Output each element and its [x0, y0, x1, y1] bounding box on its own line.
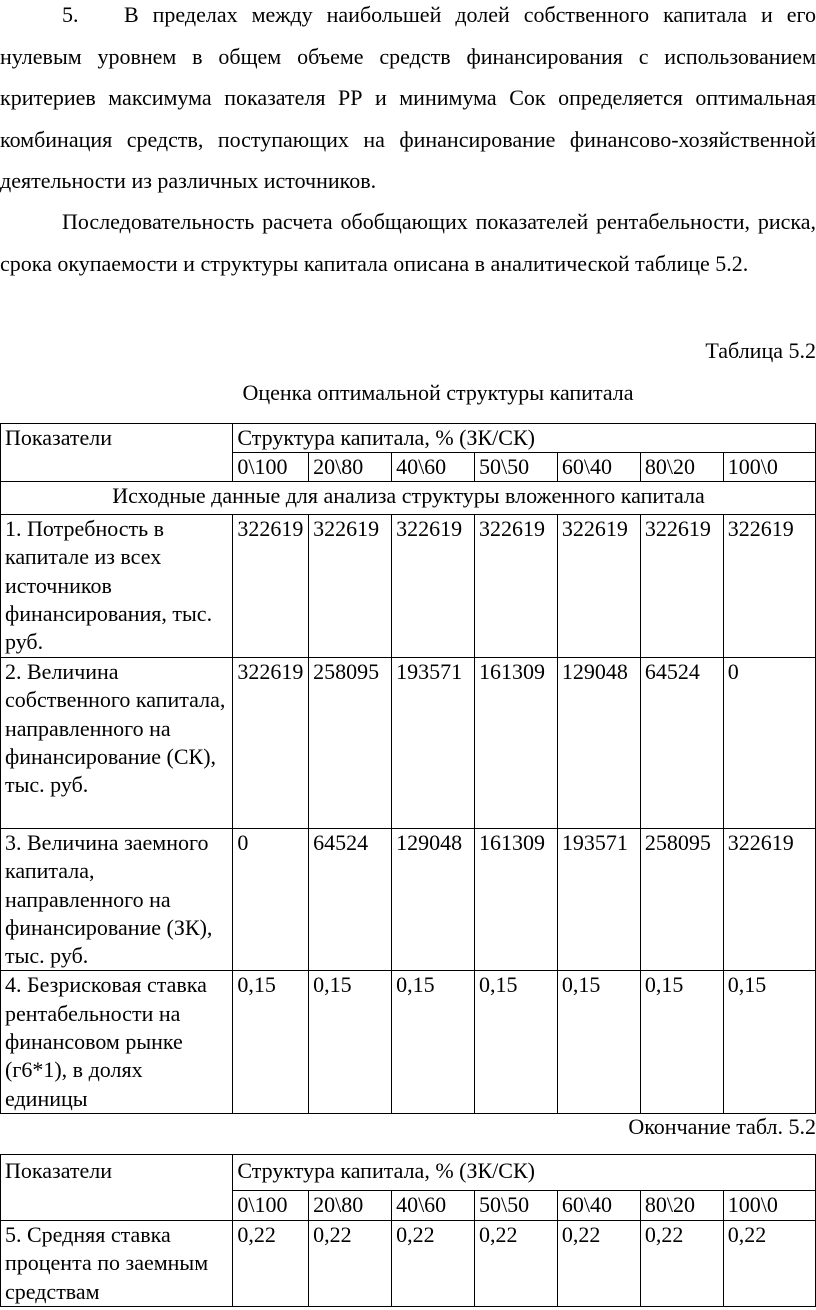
- row-label: 2. Величина собственного капитала, направленного на финансирование (СК), тыс. руб.: [1, 658, 233, 829]
- row-value: 161309: [474, 829, 557, 971]
- header-structure: Структура капитала, % (ЗК/СК): [233, 1155, 816, 1191]
- row-value: 0,15: [309, 971, 392, 1114]
- row-value: 322619: [392, 515, 475, 658]
- row-label: 4. Безрисковая ставка рентабельности на финансовом рынке (г6*1), в долях единицы: [1, 971, 233, 1114]
- row-value: 0,22: [233, 1221, 309, 1307]
- table-header-row: [1, 1155, 816, 1191]
- row-value: 129048: [557, 658, 640, 829]
- structure-cell: 100\0: [723, 453, 815, 482]
- row-value: 322619: [474, 515, 557, 658]
- row-value: 0,15: [474, 971, 557, 1114]
- paragraph-1-text: В пределах между наибольшей долей собственного капитала и его нулевым уровнем в общем объеме средств финансирования с использованием критериев максимума показателя РР и минимума Сок определяется оптимальная комбинация средств, поступающих на финансирование финансово-хозяйственной деятельности из различных источников.: [0, 2, 816, 193]
- structure-cell: 80\20: [640, 453, 723, 482]
- row-value: 64524: [309, 829, 392, 971]
- row-value: 0,15: [557, 971, 640, 1114]
- row-value: 258095: [640, 829, 723, 971]
- paragraph-2: Последовательность расчета обобщающих показателей рентабельности, риска, срока окупаемости и структуры капитала описана в аналитической таблице 5.2.: [0, 209, 816, 276]
- table-row: [1, 971, 816, 1114]
- structure-cell: 40\60: [392, 453, 475, 482]
- table-row: [1, 829, 816, 971]
- row-value: 0,22: [557, 1221, 640, 1307]
- row-value: 322619: [233, 515, 309, 658]
- row-value: 193571: [392, 658, 475, 829]
- row-value: 322619: [557, 515, 640, 658]
- structure-cell: 0\100: [233, 453, 309, 482]
- structure-cell: 40\60: [392, 1191, 475, 1221]
- row-value: 0: [233, 829, 309, 971]
- row-value: 193571: [557, 829, 640, 971]
- header-indicators: Показатели: [1, 424, 233, 482]
- structure-cell: 50\50: [474, 453, 557, 482]
- table-header-row: [1, 424, 816, 453]
- row-label: 5. Средняя ставка процента по заемным средствам: [1, 1221, 233, 1307]
- row-value: 0,22: [640, 1221, 723, 1307]
- row-value: 0,15: [233, 971, 309, 1114]
- row-value: 0: [723, 658, 815, 829]
- row-value: 0,22: [723, 1221, 815, 1307]
- structure-cell: 60\40: [557, 453, 640, 482]
- row-label: 3. Величина заемного капитала, направленного на финансирование (ЗК), тыс. руб.: [1, 829, 233, 971]
- table-row: [1, 658, 816, 829]
- table-label: Таблица 5.2: [705, 338, 816, 363]
- row-value: 0,22: [392, 1221, 475, 1307]
- paragraph-1: [0, 0, 816, 202]
- row-value: 161309: [474, 658, 557, 829]
- header-indicators: Показатели: [1, 1155, 233, 1221]
- row-value: 322619: [723, 515, 815, 658]
- structure-cell: 60\40: [557, 1191, 640, 1221]
- table-title: Оценка оптимальной структуры капитала: [242, 380, 634, 405]
- structure-cell: 100\0: [723, 1191, 815, 1221]
- row-value: 0,22: [309, 1221, 392, 1307]
- row-value: 0,15: [723, 971, 815, 1114]
- row-value: 0,15: [640, 971, 723, 1114]
- row-value: 64524: [640, 658, 723, 829]
- structure-cell: 20\80: [309, 1191, 392, 1221]
- structure-cell: 80\20: [640, 1191, 723, 1221]
- capital-structure-table-continued: [0, 1154, 816, 1307]
- continuation-label: Окончание табл. 5.2: [628, 1114, 816, 1139]
- row-value: 322619: [723, 829, 815, 971]
- section-heading: Исходные данные для анализа структуры вложенного капитала: [1, 482, 816, 515]
- capital-structure-table: [0, 423, 816, 1114]
- row-value: 0,15: [392, 971, 475, 1114]
- row-value: 322619: [233, 658, 309, 829]
- header-structure: Структура капитала, % (ЗК/СК): [233, 424, 816, 453]
- table-section-row: [1, 482, 816, 515]
- structure-cell: 50\50: [474, 1191, 557, 1221]
- row-value: 0,22: [474, 1221, 557, 1307]
- row-value: 129048: [392, 829, 475, 971]
- structure-cell: 20\80: [309, 453, 392, 482]
- structure-cell: 0\100: [233, 1191, 309, 1221]
- row-label: 1. Потребность в капитале из всех источников финансирования, тыс. руб.: [1, 515, 233, 658]
- table-row: [1, 515, 816, 658]
- paragraph-1-number: 5.: [62, 2, 79, 27]
- table-row: [1, 1221, 816, 1307]
- row-value: 322619: [309, 515, 392, 658]
- row-value: 258095: [309, 658, 392, 829]
- row-value: 322619: [640, 515, 723, 658]
